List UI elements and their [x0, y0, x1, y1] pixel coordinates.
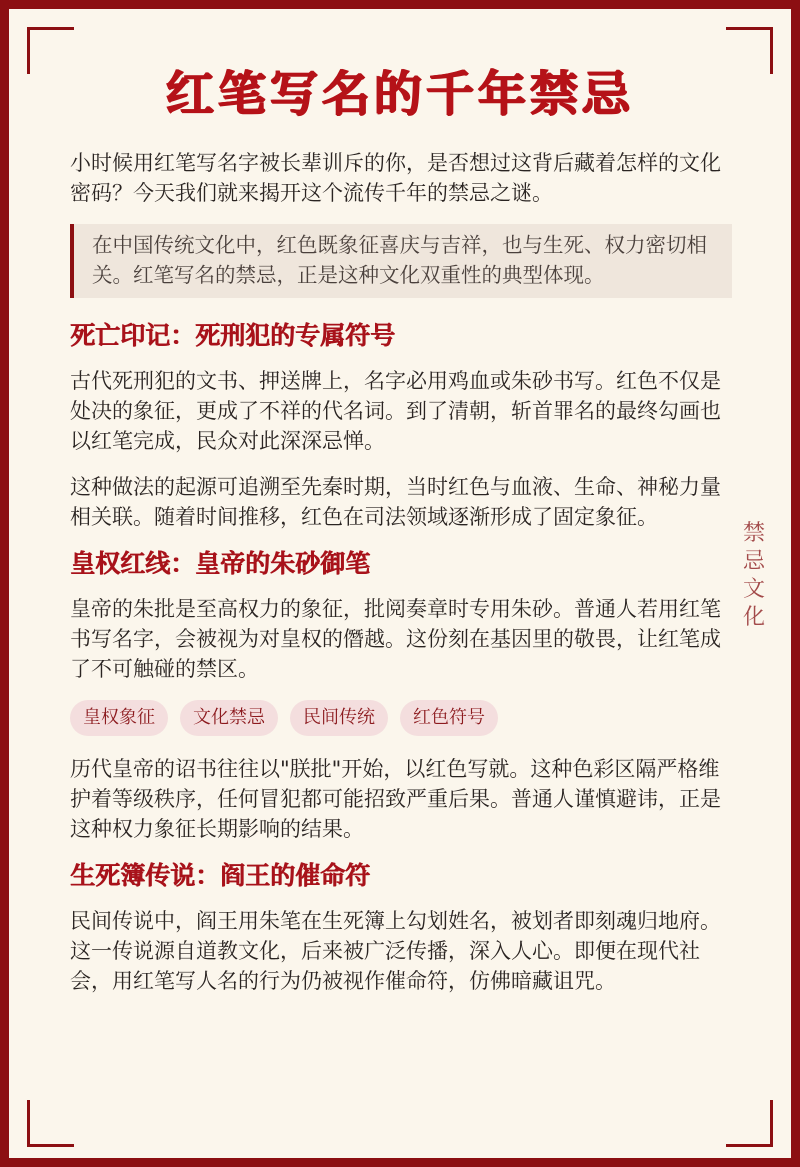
section-heading-book-of-life: 生死簿传说：阎王的催命符: [70, 861, 371, 890]
page-title: 红笔写名的千年禁忌: [165, 66, 634, 122]
section-paragraph: 这种做法的起源可追溯至先秦时期，当时红色与血液、生命、神秘力量相关联。随着时间推移，红色在司法领域逐渐形成了固定象征。: [70, 475, 721, 529]
article-body: [70, 148, 732, 1012]
tag-list: [70, 700, 732, 736]
corner-ornament-bottom-left: [27, 1100, 74, 1147]
corner-ornament-bottom-right: [726, 1100, 773, 1147]
section-paragraph: 历代皇帝的诏书往往以"朕批"开始，以红色写就。这种色彩区隔严格维护着等级秩序，任何冒犯都可能招致严重后果。普通人谨慎避讳，正是这种权力象征长期影响的结果。: [70, 757, 721, 841]
section-heading-death-mark: 死亡印记：死刑犯的专属符号: [70, 321, 396, 350]
tag-folk-tradition[interactable]: 民间传统: [290, 700, 388, 736]
section-paragraph: 古代死刑犯的文书、押送牌上，名字必用鸡血或朱砂书写。红色不仅是处决的象征，更成了不祥的代名词。到了清朝，斩首罪名的最终勾画也以红笔完成，民众对此深深忌惮。: [70, 369, 721, 453]
section-paragraph: 民间传说中，阎王用朱笔在生死簿上勾划姓名，被划者即刻魂归地府。这一传说源自道教文化，后来被广泛传播，深入人心。即便在现代社会，用红笔写人名的行为仍被视作催命符，仿佛暗藏诅咒。: [70, 909, 721, 993]
intro-paragraph: 小时候用红笔写名字被长辈训斥的你，是否想过这背后藏着怎样的文化密码？今天我们就来揭开这个流传千年的禁忌之谜。: [70, 151, 721, 205]
section-heading-imperial-red: 皇权红线：皇帝的朱砂御笔: [70, 549, 371, 578]
section-paragraph: 皇帝的朱批是至高权力的象征，批阅奏章时专用朱砂。普通人若用红笔书写名字，会被视为对皇权的僭越。这份刻在基因里的敬畏，让红笔成了不可触碰的禁区。: [70, 597, 721, 681]
tag-cultural-taboo[interactable]: 文化禁忌: [180, 700, 278, 736]
tag-red-symbol[interactable]: 红色符号: [400, 700, 498, 736]
side-vertical-label: 禁忌文化: [742, 521, 765, 630]
tag-imperial-symbol[interactable]: 皇权象征: [70, 700, 168, 736]
quote-block: 在中国传统文化中，红色既象征喜庆与吉祥，也与生死、权力密切相关。红笔写名的禁忌，正是这种文化双重性的典型体现。: [70, 224, 732, 298]
